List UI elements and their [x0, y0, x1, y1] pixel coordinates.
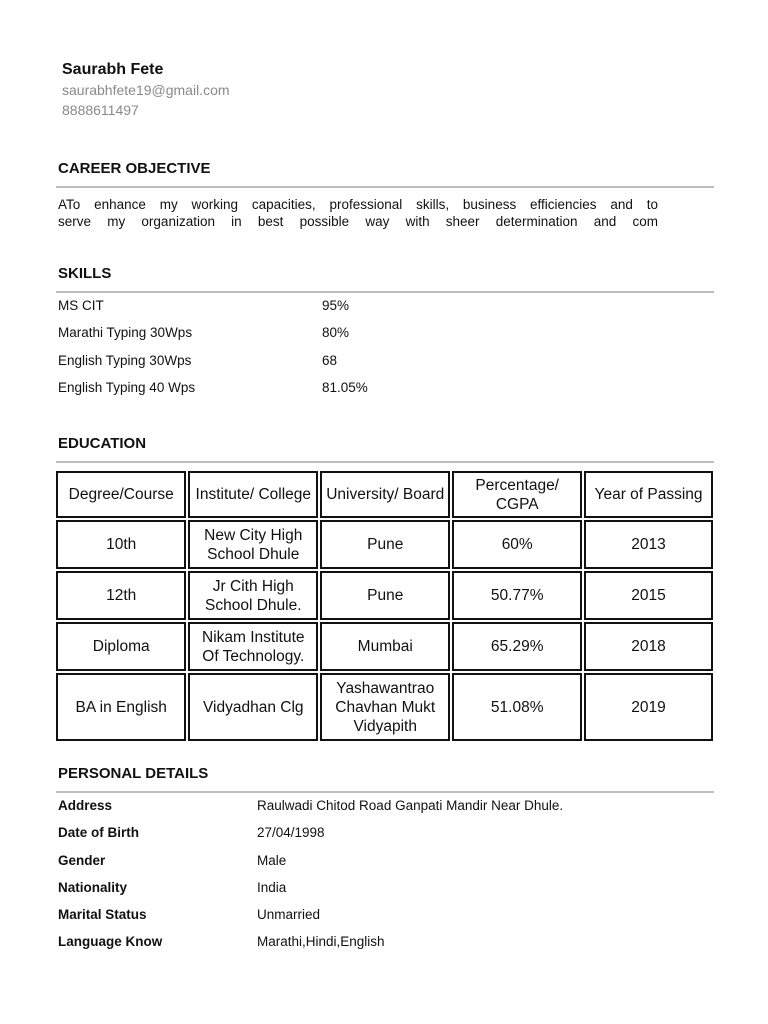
detail-row — [58, 798, 714, 825]
table-cell: Nikam Institute Of Technology. — [188, 622, 318, 671]
career-objective-text — [58, 196, 658, 230]
skill-row — [58, 380, 714, 407]
candidate-email: saurabhfete19@gmail.com — [62, 82, 230, 98]
detail-row — [58, 853, 714, 880]
table-cell: 50.77% — [452, 571, 582, 620]
detail-row — [58, 825, 714, 852]
table-cell: Diploma — [56, 622, 186, 671]
skill-row — [58, 325, 714, 352]
table-cell: Mumbai — [320, 622, 450, 671]
table-row — [56, 520, 713, 569]
column-header: Percentage/ CGPA — [452, 471, 582, 518]
table-cell: Jr Cith High School Dhule. — [188, 571, 318, 620]
section-divider — [56, 791, 714, 793]
education-table — [54, 469, 715, 743]
skills-heading: SKILLS — [58, 265, 112, 282]
skill-name: English Typing 30Wps — [58, 352, 192, 368]
table-cell: 51.08% — [452, 673, 582, 741]
objective-line: serve my organization in best possible way with sheer determination and com — [58, 214, 658, 229]
detail-row — [58, 880, 714, 907]
table-cell: 2013 — [584, 520, 713, 569]
skill-name: MS CIT — [58, 298, 104, 313]
detail-value: India — [257, 879, 287, 895]
skill-row — [58, 353, 714, 380]
section-divider — [56, 291, 714, 293]
career-objective-heading: CAREER OBJECTIVE — [58, 160, 211, 177]
detail-label: Marital Status — [58, 907, 147, 923]
skill-name: English Typing 40 Wps — [58, 379, 196, 395]
detail-row — [58, 934, 714, 961]
skill-name: Marathi Typing 30Wps — [58, 325, 193, 341]
skill-value: 81.05% — [322, 379, 368, 395]
education-heading: EDUCATION — [58, 435, 147, 452]
table-cell: 2015 — [584, 571, 713, 620]
table-cell: Vidyadhan Clg — [188, 673, 318, 741]
table-cell: 10th — [56, 520, 186, 569]
table-row — [56, 622, 713, 671]
detail-value: Marathi,Hindi,English — [257, 934, 385, 950]
table-row — [56, 571, 713, 620]
table-cell: Pune — [320, 520, 450, 569]
table-cell: 2019 — [584, 673, 713, 741]
candidate-name: Saurabh Fete — [62, 61, 164, 78]
table-cell: 2018 — [584, 622, 713, 671]
column-header: Degree/Course — [56, 471, 186, 518]
detail-label: Language Know — [58, 934, 163, 950]
table-cell: 60% — [452, 520, 582, 569]
detail-value: 27/04/1998 — [257, 825, 325, 841]
column-header: Institute/ College — [188, 471, 318, 518]
personal-details-heading: PERSONAL DETAILS — [58, 765, 209, 782]
table-cell: BA in English — [56, 673, 186, 741]
section-divider — [56, 186, 714, 188]
skill-value: 68 — [322, 352, 338, 368]
section-divider — [56, 461, 714, 463]
objective-line: ATo enhance my working capacities, professional skills, business efficiencies and to — [58, 197, 658, 212]
detail-label: Date of Birth — [58, 825, 139, 841]
skills-list — [58, 298, 714, 407]
candidate-phone: 8888611497 — [62, 102, 139, 118]
table-cell: 12th — [56, 571, 186, 620]
column-header: Year of Passing — [584, 471, 713, 518]
column-header: University/ Board — [320, 471, 450, 518]
skill-value: 95% — [322, 298, 350, 313]
detail-label: Nationality — [58, 879, 128, 895]
table-cell: Yashawantrao Chavhan Mukt Vidyapith — [320, 673, 450, 741]
table-cell: 65.29% — [452, 622, 582, 671]
table-cell: Pune — [320, 571, 450, 620]
table-row — [56, 673, 713, 741]
personal-details-list — [58, 798, 714, 962]
detail-label: Gender — [58, 852, 106, 868]
detail-value: Raulwadi Chitod Road Ganpati Mandir Near Dhule. — [257, 798, 564, 813]
detail-value: Male — [257, 852, 287, 868]
table-cell: New City High School Dhule — [188, 520, 318, 569]
detail-value: Unmarried — [257, 907, 321, 923]
detail-row — [58, 907, 714, 934]
skill-row — [58, 298, 714, 325]
detail-label: Address — [58, 798, 113, 813]
table-header-row — [56, 471, 713, 518]
skill-value: 80% — [322, 325, 350, 341]
